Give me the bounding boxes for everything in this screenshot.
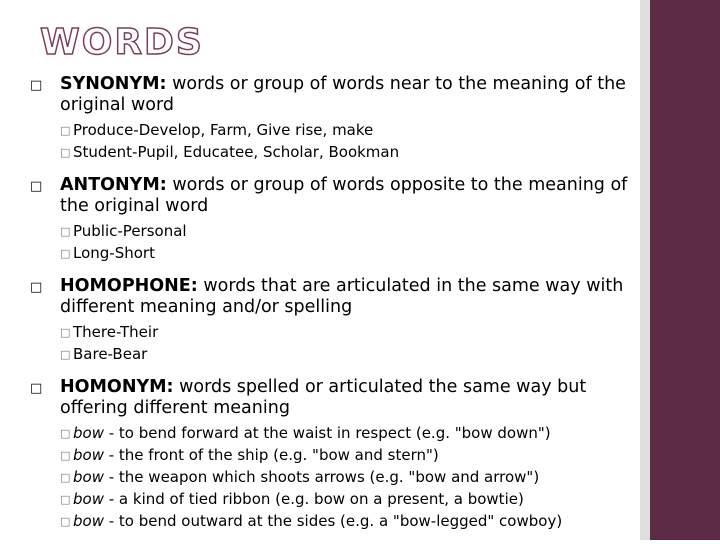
example-text: Long-Short [73,244,155,262]
square-bullet-icon: □ [60,146,71,159]
sub-item [60,119,630,141]
example-word: bow [73,468,104,486]
sub-item [60,242,630,264]
square-bullet-icon: □ [60,225,71,238]
sidebar-strip [640,0,650,540]
slide-title: WORDS [40,22,204,63]
definition-text: words that are articulated in the same way with different meaning and/or spelling [60,276,624,317]
term-label: ANTONYM: [60,175,167,195]
bullet-homophone [30,276,630,318]
example-text: There-Their [73,323,159,341]
example-text: Bare-Bear [73,345,148,363]
square-bullet-icon: □ [60,471,71,484]
example-text: - the weapon which shoots arrows (e.g. "bow and arrow") [103,468,540,486]
sub-item [60,321,630,343]
square-bullet-icon: □ [60,124,71,137]
sub-item [60,422,630,444]
example-text: - to bend forward at the waist in respect (e.g. "bow down") [103,424,551,442]
square-bullet-icon: □ [60,449,71,462]
sub-list [60,422,630,532]
square-bullet-icon: □ [60,326,71,339]
sub-list [60,119,630,163]
square-bullet-icon: □ [30,179,43,194]
bullet-group-homophone [30,276,630,365]
example-text: - to bend outward at the sides (e.g. a "bow-legged" cowboy) [103,512,563,530]
bullet-group-synonym [30,74,630,163]
definition-text: words or group of words near to the meaning of the original word [60,74,626,115]
square-bullet-icon: □ [60,247,71,260]
example-text: Student-Pupil, Educatee, Scholar, Bookman [73,143,400,161]
square-bullet-icon: □ [60,427,71,440]
bullet-homonym [30,377,630,419]
sub-item [60,466,630,488]
bullet-antonym [30,175,630,217]
example-text: - the front of the ship (e.g. "bow and stern") [103,446,439,464]
example-text: Produce-Develop, Farm, Give rise, make [73,121,374,139]
bullet-group-homonym [30,377,630,532]
square-bullet-icon: □ [60,348,71,361]
square-bullet-icon: □ [60,493,71,506]
sub-list [60,321,630,365]
sub-item [60,444,630,466]
sidebar-decoration [650,0,720,540]
sub-item [60,510,630,532]
term-label: SYNONYM: [60,74,167,94]
example-word: bow [73,424,104,442]
sub-list [60,220,630,264]
sub-item [60,141,630,163]
definition-text: words spelled or articulated the same way but offering different meaning [60,377,587,418]
sub-item [60,220,630,242]
sub-item [60,488,630,510]
square-bullet-icon: □ [30,381,43,396]
bullet-group-antonym [30,175,630,264]
square-bullet-icon: □ [30,280,43,295]
square-bullet-icon: □ [30,78,43,93]
example-word: bow [73,446,104,464]
example-word: bow [73,512,104,530]
example-text: - a kind of tied ribbon (e.g. bow on a present, a bowtie) [103,490,524,508]
term-label: HOMONYM: [60,377,174,397]
example-text: Public-Personal [73,222,187,240]
slide-content [30,74,630,544]
square-bullet-icon: □ [60,515,71,528]
example-word: bow [73,490,104,508]
term-label: HOMOPHONE: [60,276,198,296]
bullet-synonym [30,74,630,116]
definition-text: words or group of words opposite to the meaning of the original word [60,175,628,216]
sub-item [60,343,630,365]
